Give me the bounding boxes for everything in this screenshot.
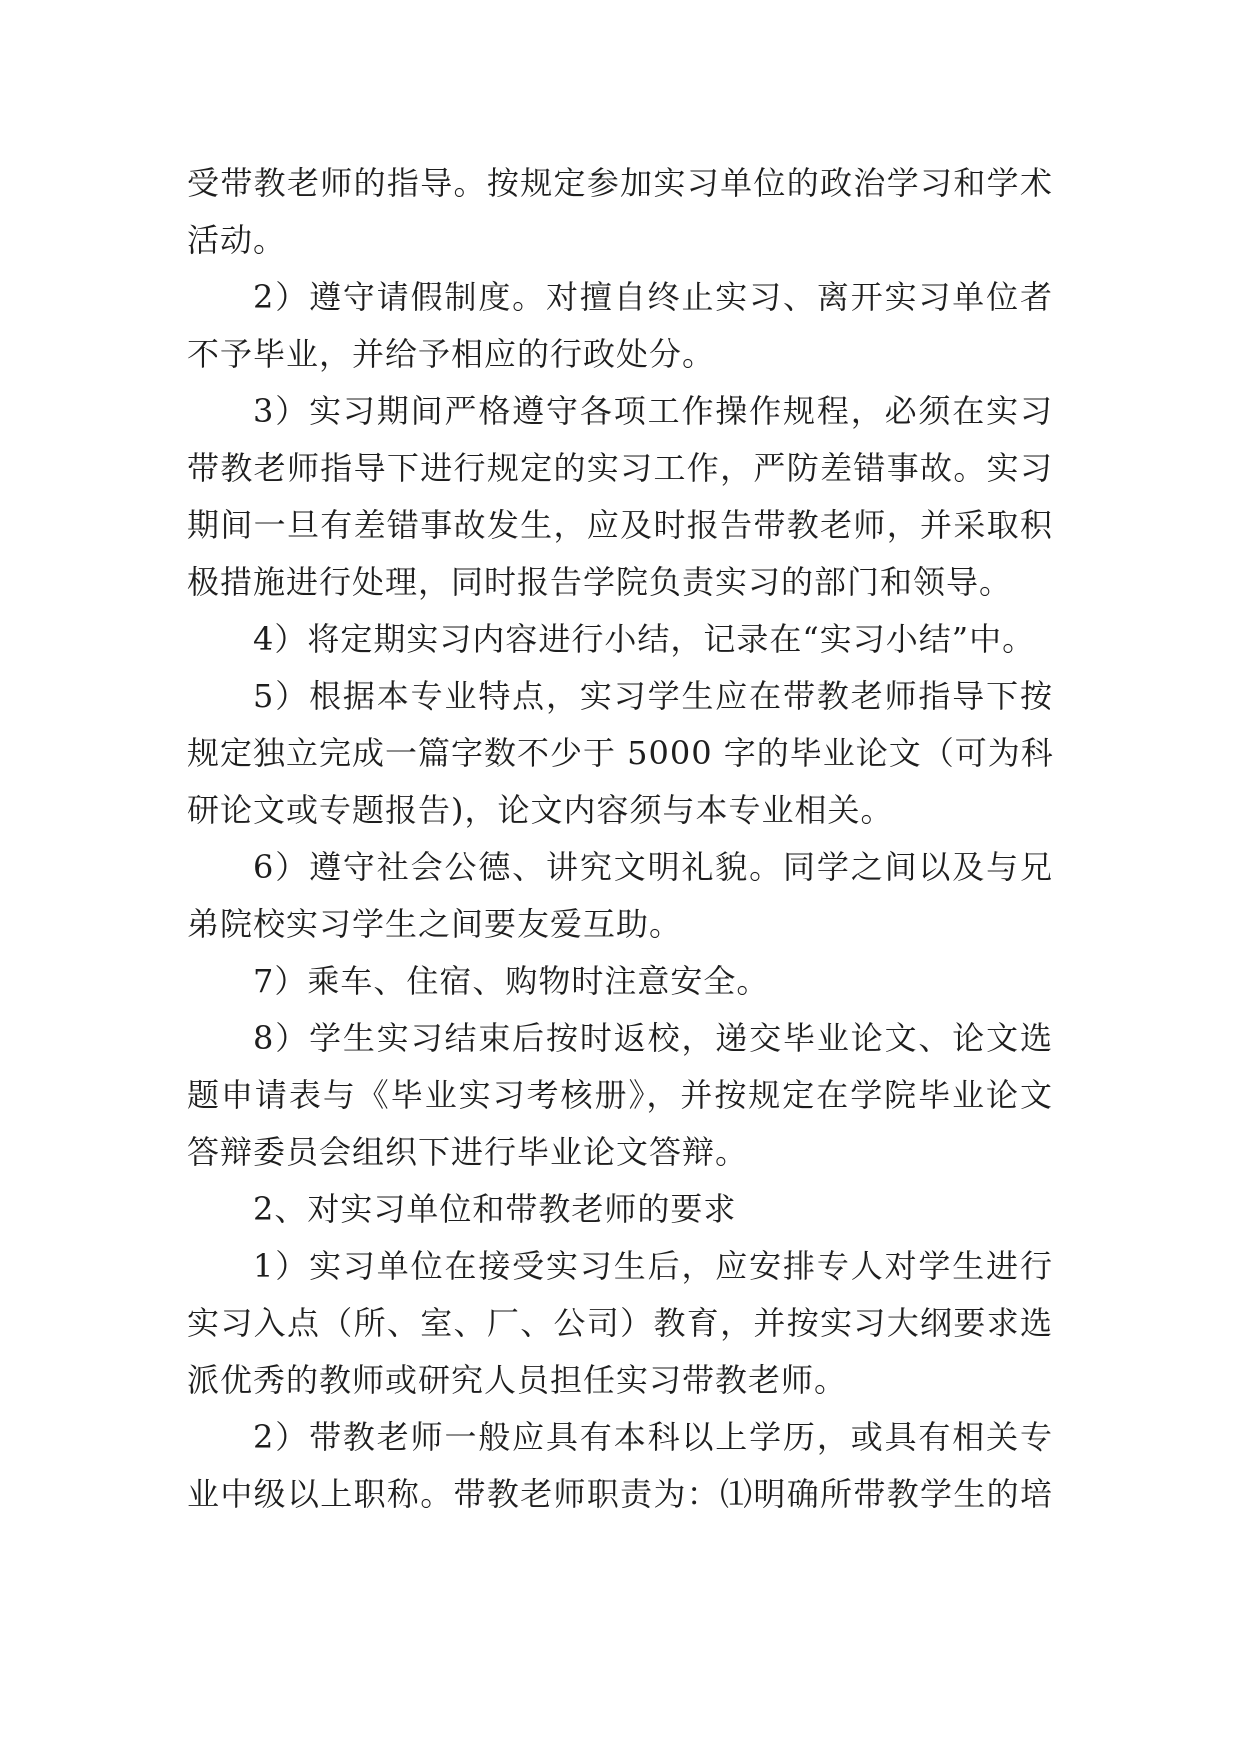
body-line: 研论文或专题报告)，论文内容须与本专业相关。 — [187, 791, 894, 829]
body-line: 2）带教老师一般应具有本科以上学历，或具有相关专 — [253, 1418, 1053, 1456]
paragraph-item-2 — [187, 269, 1053, 383]
paragraph-item-5 — [187, 668, 1053, 839]
body-line: 5）根据本专业特点，实习学生应在带教老师指导下按 — [253, 677, 1053, 715]
body-line: 4）将定期实习内容进行小结，记录在“实习小结”中。 — [253, 620, 1036, 658]
body-line: 题申请表与《毕业实习考核册》，并按规定在学院毕业论文 — [187, 1076, 1053, 1114]
paragraph-item-8 — [187, 1010, 1053, 1181]
body-line: 业中级以上职称。带教老师职责为：⑴明确所带教学生的培 — [187, 1475, 1053, 1513]
body-line: 3）实习期间严格遵守各项工作操作规程，必须在实习 — [253, 392, 1053, 430]
paragraph-unit-item-1 — [187, 1238, 1053, 1409]
body-line: 活动。 — [187, 221, 287, 259]
paragraph-continuation — [187, 155, 1053, 269]
section-heading-line: 2、对实习单位和带教老师的要求 — [253, 1190, 737, 1228]
body-line: 8）学生实习结束后按时返校，递交毕业论文、论文选 — [253, 1019, 1053, 1057]
body-line: 1）实习单位在接受实习生后，应安排专人对学生进行 — [253, 1247, 1053, 1285]
body-line: 实习入点（所、室、厂、公司）教育，并按实习大纲要求选 — [187, 1304, 1053, 1342]
paragraph-item-7 — [187, 953, 1053, 1010]
body-line: 派优秀的教师或研究人员担任实习带教老师。 — [187, 1361, 848, 1399]
paragraph-item-6 — [187, 839, 1053, 953]
body-line: 6）遵守社会公德、讲究文明礼貌。同学之间以及与兄 — [253, 848, 1053, 886]
body-line: 答辩委员会组织下进行毕业论文答辩。 — [187, 1133, 749, 1171]
body-line: 2）遵守请假制度。对擅自终止实习、离开实习单位者 — [253, 278, 1053, 316]
body-line: 弟院校实习学生之间要友爱互助。 — [187, 905, 683, 943]
body-line: 7）乘车、住宿、购物时注意安全。 — [253, 962, 770, 1000]
paragraph-unit-item-2 — [187, 1409, 1053, 1523]
body-line: 不予毕业，并给予相应的行政处分。 — [187, 335, 716, 373]
body-line: 带教老师指导下进行规定的实习工作，严防差错事故。实习 — [187, 449, 1053, 487]
paragraph-item-3 — [187, 383, 1053, 611]
body-line: 极措施进行处理，同时报告学院负责实习的部门和领导。 — [187, 563, 1013, 601]
body-line: 规定独立完成一篇字数不少于 5000 字的毕业论文（可为科 — [187, 734, 1054, 772]
section-heading — [187, 1181, 1053, 1238]
body-line: 受带教老师的指导。按规定参加实习单位的政治学习和学术 — [187, 164, 1053, 202]
document-body — [187, 155, 1053, 1523]
body-line: 期间一旦有差错事故发生，应及时报告带教老师，并采取积 — [187, 506, 1053, 544]
paragraph-item-4 — [187, 611, 1053, 668]
